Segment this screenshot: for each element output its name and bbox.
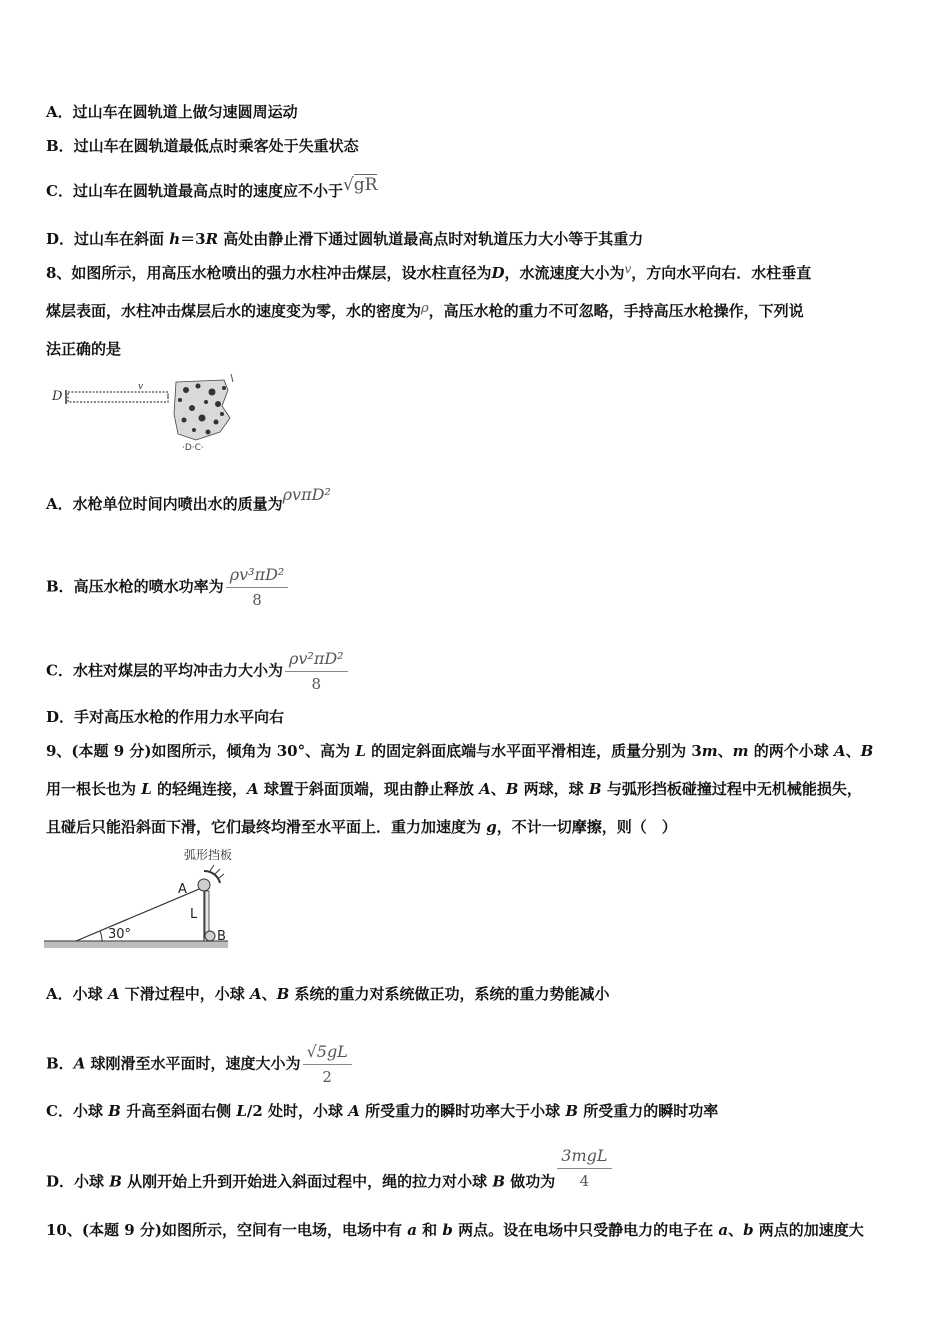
- q9-option-a: A．小球 A 下滑过程中，小球 A、B 系统的重力对系统做正功，系统的重力势能减小: [46, 985, 610, 1003]
- q7-option-a: A．过山车在圆轨道上做匀速圆周运动: [46, 103, 298, 121]
- q8-option-c-fraction: $\frac{\text{ρv²πD²}}{8}$: [285, 649, 348, 694]
- fig-label-D: D: [52, 389, 63, 404]
- q9-option-d: D．小球 B 从刚开始上升到开始进入斜面过程中，绳的拉力对小球 B 做功为 $\frac{\text{3mgL}}{4}$: [46, 1160, 612, 1205]
- q7-option-c: [46, 175, 378, 201]
- q7-option-d: [46, 229, 643, 249]
- q8-stem-line1: 8、如图所示，用高压水枪喷出的强力水柱冲击煤层，设水柱直径为D，水流速度大小为$^v$，方向水平向右．水柱垂直: [46, 262, 812, 282]
- svg-text:·D·C·: ·D·C·: [182, 443, 204, 453]
- q8-option-d: D．手对高压水枪的作用力水平向右: [46, 708, 285, 726]
- water-jet: [68, 392, 168, 402]
- fig-label-v: v: [138, 382, 144, 392]
- q10-stem-line1: 10、(本题 9 分)如图所示，空间有一电场，电场中有 a 和 b 两点。设在电场中只受静电力的电子在 a、b 两点的加速度大: [46, 1221, 864, 1239]
- fig-label-L: L: [190, 907, 198, 922]
- var-D: D: [491, 264, 505, 282]
- q7-option-d-eq: ＝3: [180, 230, 206, 248]
- q9-option-c: C．小球 B 升高至斜面右侧 L/2 处时，小球 A 所受重力的瞬时功率大于小球 B 所受重力的瞬时功率: [46, 1102, 719, 1120]
- q8-option-b-fraction: $\frac{\text{ρv³πD²}}{8}$: [226, 565, 289, 610]
- var-v: v: [624, 262, 632, 276]
- q9-option-d-fraction: $\frac{\text{3mgL}}{4}$: [557, 1146, 611, 1191]
- var-h: h: [169, 230, 181, 248]
- incline-figure: [44, 843, 244, 955]
- q9-stem-line3: 且碰后只能沿斜面下滑，它们最终均滑至水平面上．重力加速度为 g，不计一切摩擦，则（ ）: [46, 818, 677, 836]
- q7-option-c-math: √gR: [342, 175, 378, 195]
- ball-b: [205, 931, 215, 941]
- fig-title-arc-baffle: 弧形挡板: [184, 848, 233, 862]
- q9-option-b-fraction: $\frac{√5gL}{2}$: [303, 1042, 352, 1087]
- q8-option-b: B．高压水枪的喷水功率为 $\frac{\text{ρv³πD²}}{8}$: [46, 565, 288, 610]
- q7-option-c-text: C．过山车在圆轨道最高点时的速度应不小于: [46, 182, 343, 200]
- var-rho: ρ: [421, 301, 429, 316]
- fig-label-B: B: [217, 929, 226, 944]
- q9-stem-line1: 9、(本题 9 分)如图所示，倾角为 30°、高为 L 的固定斜面底端与水平面平滑相连，质量分别为 3m、m 的两个小球 A、B: [46, 742, 874, 760]
- q7-option-b: B．过山车在圆轨道最低点时乘客处于失重状态: [46, 137, 359, 155]
- q9-option-b: B．A 球刚滑至水平面时，速度大小为 $\frac{√5gL}{2}$: [46, 1042, 352, 1087]
- ball-a: [198, 879, 210, 891]
- q8-option-a-math: ρvπD²: [282, 485, 331, 504]
- q7-option-d-pre: D．过山车在斜面: [46, 230, 170, 248]
- var-R: R: [205, 230, 219, 248]
- rope: [205, 891, 209, 937]
- q9-stem-line2: 用一根长也为 L 的轻绳连接，A 球置于斜面顶端，现由静止释放 A、B 两球，球 B 与弧形挡板碰撞过程中无机械能损失，: [46, 780, 862, 798]
- q8-stem-line2: 煤层表面，水柱冲击煤层后水的速度变为零，水的密度为ρ，高压水枪的重力不可忽略，手持高压水枪操作，下列说: [46, 301, 804, 320]
- q7-option-d-post: 高处由静止滑下通过圆轨道最高点时对轨道压力大小等于其重力: [218, 230, 644, 248]
- fig-label-A: A: [178, 882, 187, 897]
- q8-option-a: A．水枪单位时间内喷出水的质量为ρvπD²: [46, 485, 331, 513]
- q8-stem-line3: 法正确的是: [46, 340, 122, 358]
- angle-label: 30°: [108, 927, 132, 942]
- q8-option-c: C．水柱对煤层的平均冲击力大小为 $\frac{\text{ρv²πD²}}{8}$: [46, 649, 348, 694]
- water-jet-figure: [46, 370, 246, 454]
- coal-seam: [174, 380, 230, 440]
- ground: [44, 941, 228, 948]
